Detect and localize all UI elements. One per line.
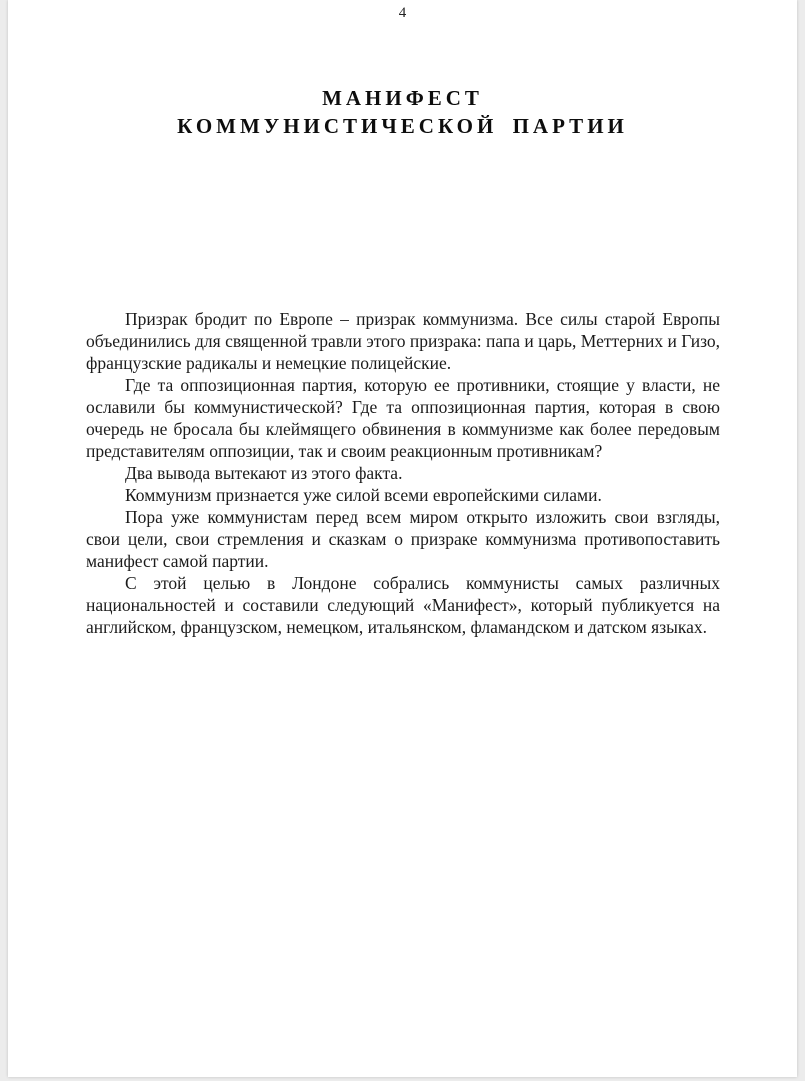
paragraph-2: Где та оппозиционная партия, которую ее противники, стоящие у власти, не ославили бы коммунистической? Где та оппозиционная партия, которая в свою очередь не бросала бы клеймящего обвинения в коммунизме как более передовым представителям оппозиции, так и своим реакционным противникам? bbox=[86, 375, 720, 461]
page-number: 4 bbox=[398, 5, 407, 21]
paragraph-6: С этой целью в Лондоне собрались коммунисты самых различных национальностей и составили следующий «Манифест», который публикуется на английском, французском, немецком, итальянском, фламандском и датском языках. bbox=[86, 573, 720, 637]
paragraph-4: Коммунизм признается уже силой всеми европейскими силами. bbox=[125, 485, 602, 505]
title-line-1: МАНИФЕСТ bbox=[322, 86, 483, 110]
paragraph-3: Два вывода вытекают из этого факта. bbox=[125, 463, 403, 483]
document-body bbox=[8, 308, 797, 638]
document-page bbox=[8, 0, 797, 1077]
paragraph-5: Пора уже коммунистам перед всем миром открыто изложить свои взгляды, свои цели, свои стремления и сказкам о призраке коммунизма противопоставить манифест самой партии. bbox=[86, 507, 720, 571]
document-title bbox=[8, 84, 797, 140]
title-line-2: КОММУНИСТИЧЕСКОЙ ПАРТИИ bbox=[177, 114, 628, 138]
paragraph-1: Призрак бродит по Европе – призрак коммунизма. Все силы старой Европы объединились для священной травли этого призрака: папа и царь, Меттерних и Гизо, французские радикалы и немецкие полицейские. bbox=[86, 309, 720, 373]
